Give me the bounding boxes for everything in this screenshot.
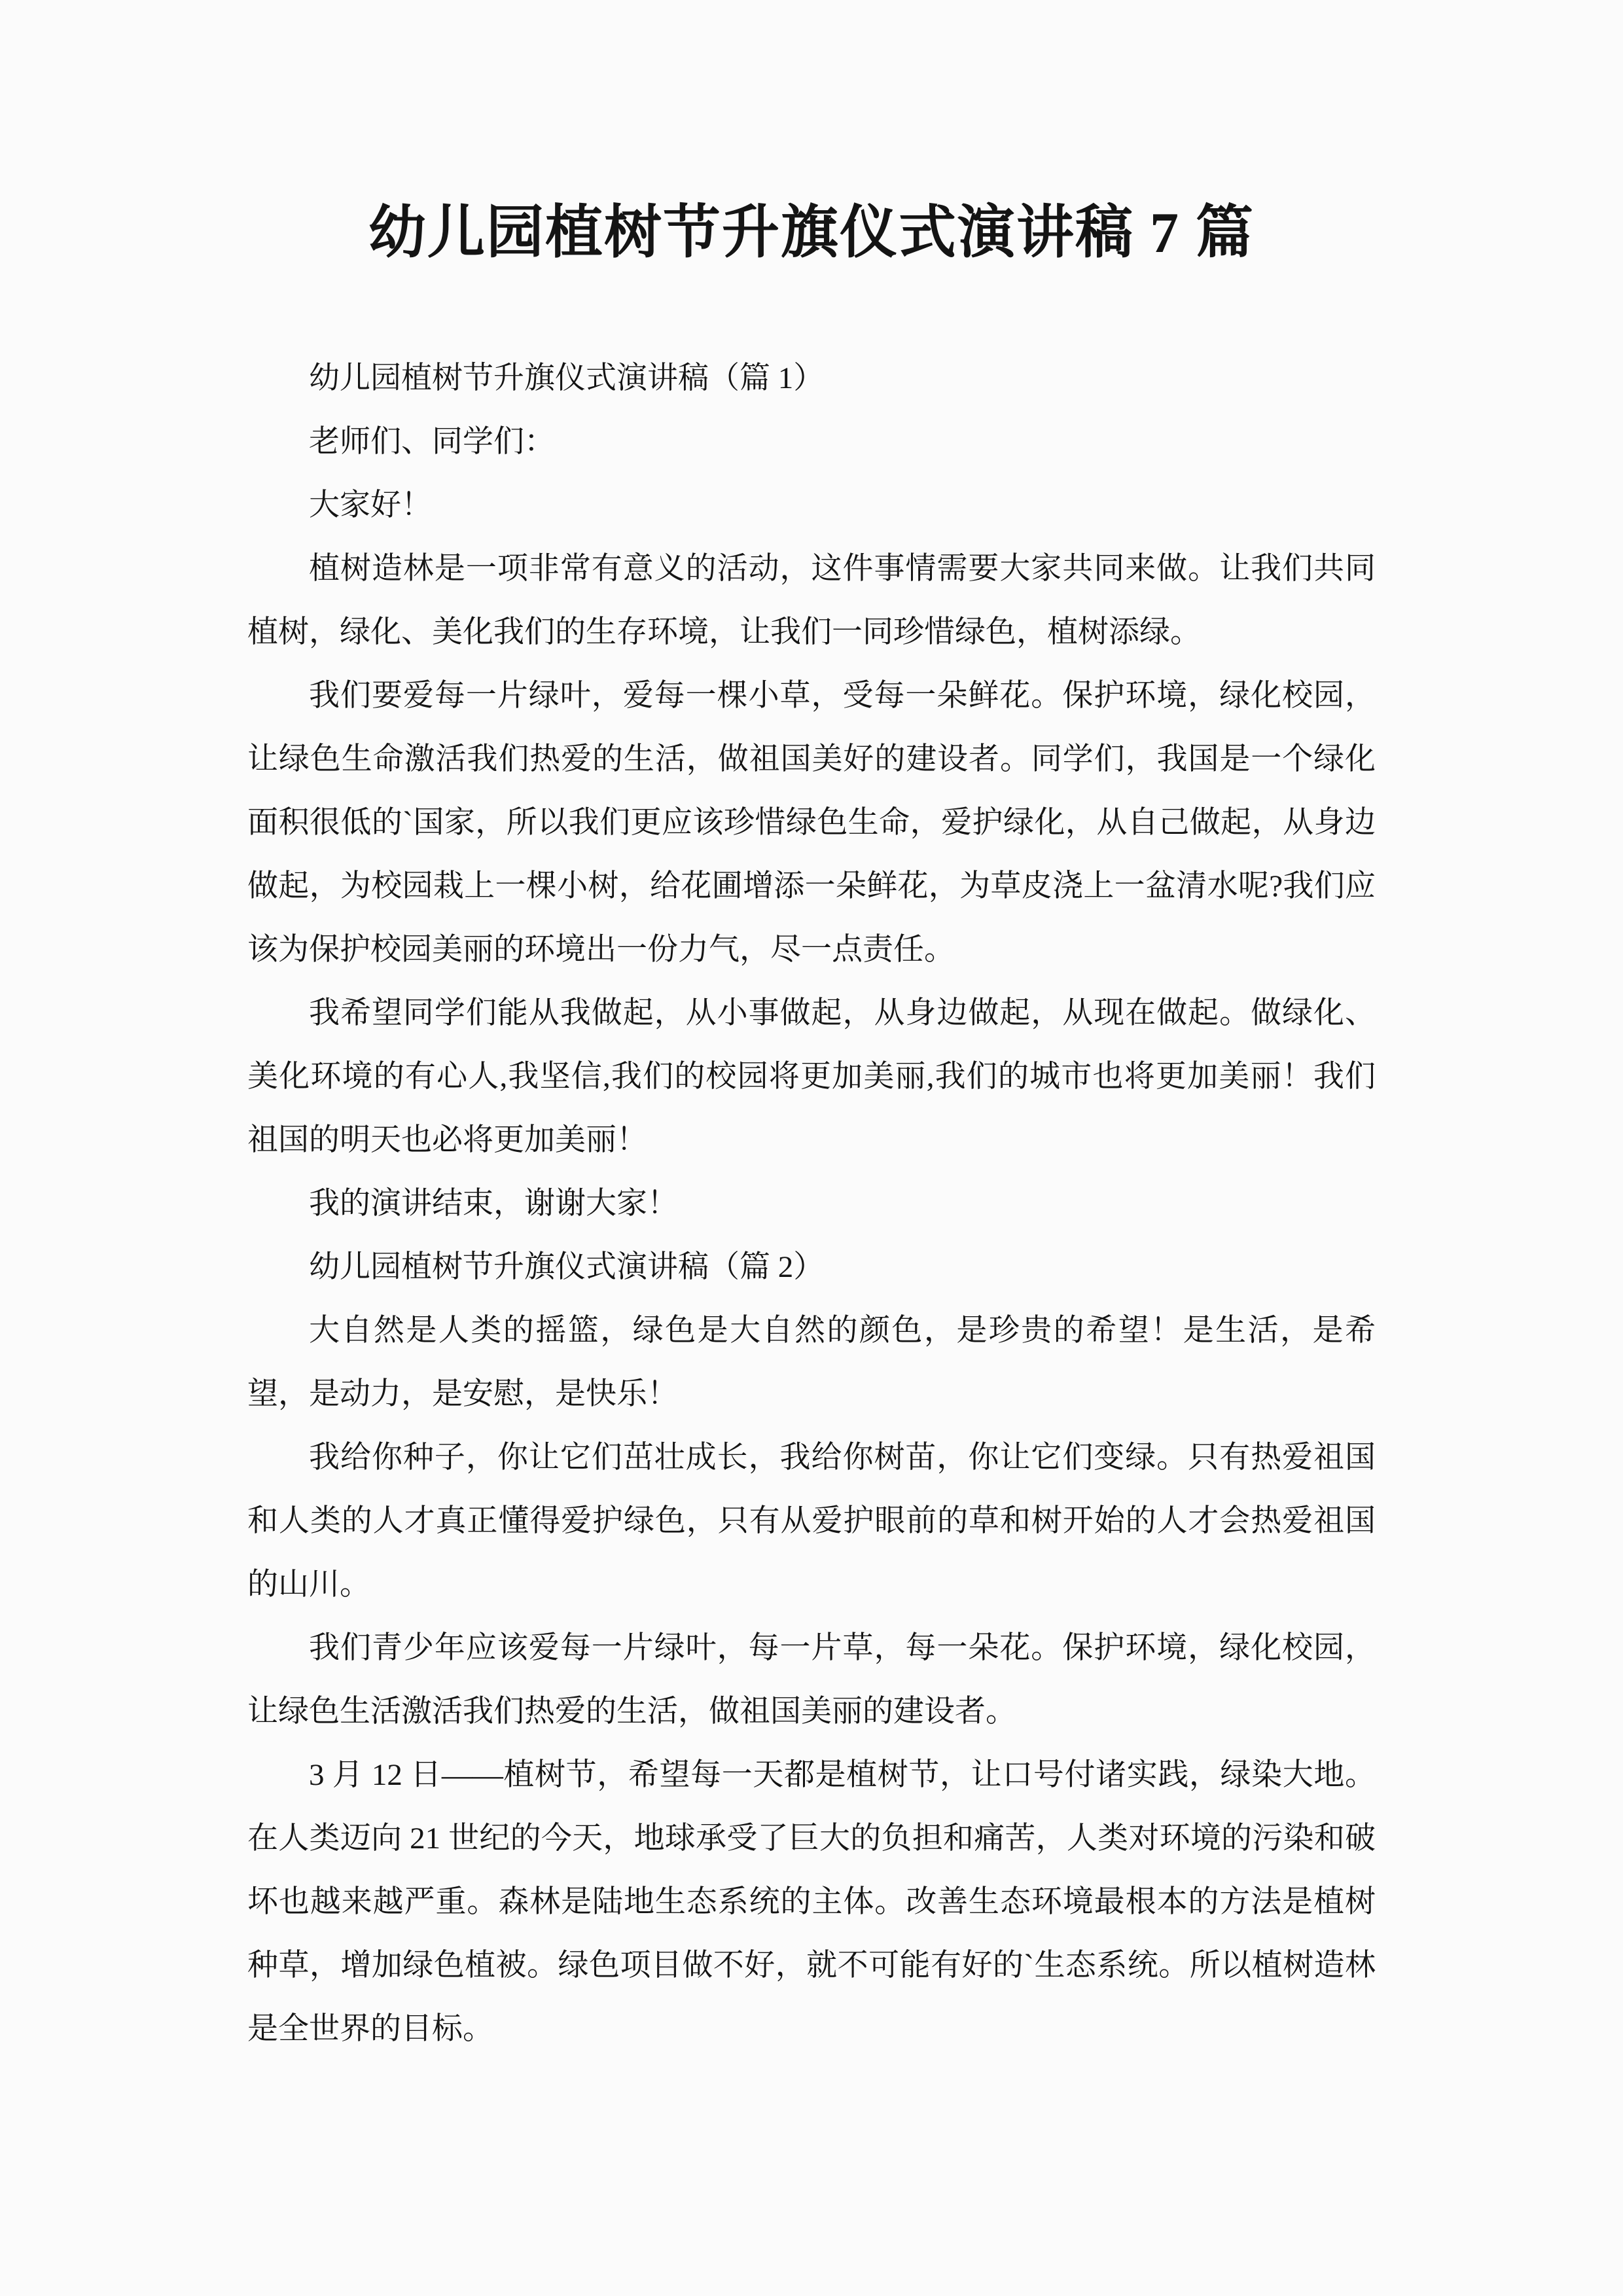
document-body — [247, 347, 1376, 2061]
paragraph: 3 月 12 日——植树节，希望每一天都是植树节，让口号付诸实践，绿染大地。在人类迈向 21 世纪的今天，地球承受了巨大的负担和痛苦，人类对环境的污染和破坏也越来越严重。森林是陆地生态系统的主体。改善生态环境最根本的方法是植树种草，增加绿色植被。绿色项目做不好，就不可能有好的`生态系统。所以植树造林是全世界的目标。 — [247, 1758, 1376, 2046]
document-title: 幼儿园植树节升旗仪式演讲稿 7 篇 — [368, 202, 1255, 265]
paragraph: 我们要爱每一片绿叶，爱每一棵小草，受每一朵鲜花。保护环境，绿化校园，让绿色生命激活我们热爱的生活，做祖国美好的建设者。同学们，我国是一个绿化面积很低的`国家，所以我们更应该珍惜绿色生命，爱护绿化，从自己做起，从身边做起，为校园栽上一棵小树，给花圃增添一朵鲜花，为草皮浇上一盆清水呢?我们应该为保护校园美丽的环境出一份力气，尽一点责任。 — [247, 679, 1376, 967]
paragraph: 幼儿园植树节升旗仪式演讲稿（篇 1） — [309, 361, 825, 395]
paragraph: 大自然是人类的摇篮，绿色是大自然的颜色，是珍贵的希望！是生活，是希望，是动力，是安慰，是快乐！ — [247, 1314, 1376, 1411]
paragraph: 我希望同学们能从我做起，从小事做起，从身边做起，从现在做起。做绿化、美化环境的有心人,我坚信,我们的校园将更加美丽,我们的城市也将更加美丽！我们祖国的明天也必将更加美丽！ — [247, 996, 1376, 1157]
paragraph: 幼儿园植树节升旗仪式演讲稿（篇 2） — [309, 1250, 825, 1284]
paragraph: 我的演讲结束，谢谢大家！ — [309, 1187, 678, 1221]
paragraph: 植树造林是一项非常有意义的活动，这件事情需要大家共同来做。让我们共同植树，绿化、美化我们的生存环境，让我们一同珍惜绿色，植树添绿。 — [247, 552, 1376, 649]
paragraph: 大家好！ — [309, 488, 432, 522]
paragraph: 我给你种子，你让它们茁壮成长，我给你树苗，你让它们变绿。只有热爱祖国和人类的人才真正懂得爱护绿色，只有从爱护眼前的草和树开始的人才会热爱祖国的山川。 — [247, 1441, 1376, 1602]
paragraph: 我们青少年应该爱每一片绿叶，每一片草，每一朵花。保护环境，绿化校园，让绿色生活激活我们热爱的生活，做祖国美丽的建设者。 — [247, 1631, 1376, 1729]
paragraph: 老师们、同学们： — [309, 425, 555, 459]
